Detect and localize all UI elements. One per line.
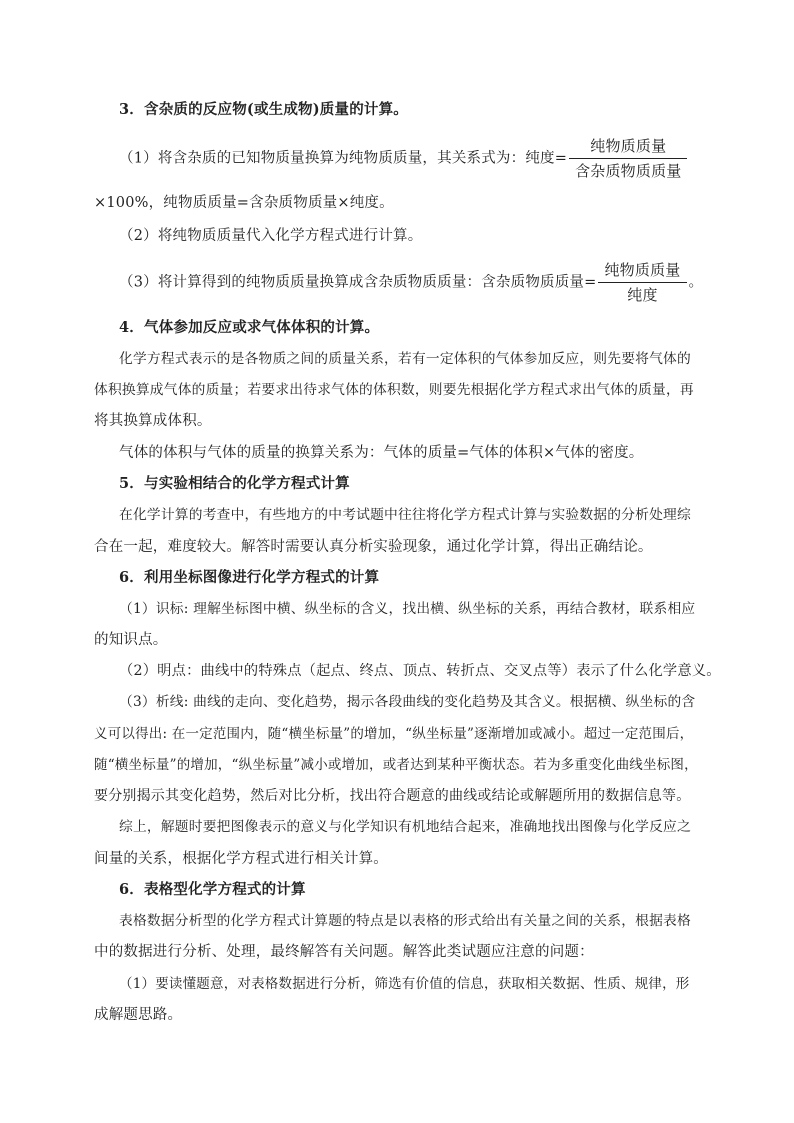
section-4-para-2: 气体的体积与气体的质量的换算关系为：气体的质量=气体的体积×气体的密度。 bbox=[119, 445, 644, 461]
section-6-para-1-line-1: （1）识标: 理解坐标图中横、纵坐标的含义，找出横、纵坐标的关系，再结合教材，联系相应 bbox=[119, 601, 696, 617]
section-4-para-1-line-3: 将其换算成体积。 bbox=[94, 413, 212, 429]
section-3-para-1-continued: ×100%，纯物质质量=含杂质物质量×纯度。 bbox=[94, 195, 394, 211]
section-3-para-1 bbox=[119, 136, 723, 180]
section-4-para-1-line-2: 体积换算成气体的质量；若要求出待求气体的体积数，则要先根据化学方程式求出气体的质量，再 bbox=[94, 382, 694, 398]
section-3-heading: 3．含杂质的反应物(或生成物)质量的计算。 bbox=[119, 101, 409, 118]
section-3-para-3 bbox=[119, 260, 723, 304]
section-5-para-1-line-2: 合在一起，难度较大。解答时需要认真分析实验现象，通过化学计算，得出正确结论。 bbox=[94, 539, 653, 555]
section-3-para-3-text: （3）将计算得到的纯物质质量换算成含杂质物质质量：含杂质物质质量= bbox=[119, 274, 597, 291]
impure-mass-fraction-numerator: 纯物质质量 bbox=[598, 260, 686, 283]
section-7-heading: 6．表格型化学方程式的计算 bbox=[119, 881, 306, 898]
purity-fraction-numerator: 纯物质质量 bbox=[569, 136, 687, 159]
section-6-heading: 6．利用坐标图像进行化学方程式的计算 bbox=[119, 569, 380, 586]
section-6-para-4-line-1: 综上，解题时要把图像表示的意义与化学知识有机地结合起来，准确地找出图像与化学反应之 bbox=[119, 819, 691, 835]
section-6-para-3-line-1: （3）析线: 曲线的走向、变化趋势，揭示各段曲线的变化趋势及其含义。根据横、纵坐标的含 bbox=[119, 694, 696, 710]
section-7-para-2-line-2: 成解题思路。 bbox=[94, 1007, 183, 1023]
section-5-para-1-line-1: 在化学计算的考查中，有些地方的中考试题中往往将化学方程式计算与实验数据的分析处理综 bbox=[119, 507, 691, 523]
section-3-para-3-suffix: 。 bbox=[688, 274, 704, 291]
section-7-para-2-line-1: （1）要读懂题意，对表格数据进行分析，筛选有价值的信息，获取相关数据、性质、规律，形 bbox=[119, 976, 690, 992]
purity-fraction bbox=[569, 136, 687, 181]
section-6-para-3-line-4: 要分别揭示其变化趋势，然后对比分析，找出符合题意的曲线或结论或解题所用的数据信息等。 bbox=[94, 788, 691, 804]
section-3-para-1-text: （1）将含杂质的已知物质量换算为纯物质质量，其关系式为：纯度= bbox=[119, 150, 568, 167]
section-5-heading: 5．与实验相结合的化学方程式计算 bbox=[119, 475, 350, 492]
section-6-para-1-line-2: 的知识点。 bbox=[94, 632, 168, 648]
impure-mass-fraction bbox=[598, 260, 686, 305]
section-4-para-1-line-1: 化学方程式表示的是各物质之间的质量关系，若有一定体积的气体参加反应，则先要将气体的 bbox=[119, 351, 691, 367]
section-3-para-2: （2）将纯物质质量代入化学方程式进行计算。 bbox=[119, 228, 423, 244]
section-6-para-4-line-2: 间量的关系，根据化学方程式进行相关计算。 bbox=[94, 851, 388, 867]
section-6-para-2: （2）明点：曲线中的特殊点（起点、终点、顶点、转折点、交叉点等）表示了什么化学意义。 bbox=[119, 663, 721, 679]
impure-mass-fraction-denominator: 纯度 bbox=[627, 286, 658, 304]
section-7-para-1-line-2: 中的数据进行分析、处理，最终解答有关问题。解答此类试题应注意的问题： bbox=[94, 944, 594, 960]
section-6-para-3-line-2: 义可以得出: 在一定范围内，随“横坐标量”的增加，“纵坐标量”逐渐增加或减小。超过一定范围后， bbox=[94, 726, 694, 742]
purity-fraction-denominator: 含杂质物质质量 bbox=[575, 162, 682, 180]
section-4-heading: 4．气体参加反应或求气体体积的计算。 bbox=[119, 319, 380, 336]
section-6-para-3-line-3: 随“横坐标量”的增加，“纵坐标量”减小或增加，或者达到某种平衡状态。若为多重变化曲线坐标图， bbox=[94, 757, 698, 773]
section-7-para-1-line-1: 表格数据分析型的化学方程式计算题的特点是以表格的形式给出有关量之间的关系，根据表格 bbox=[119, 913, 691, 929]
